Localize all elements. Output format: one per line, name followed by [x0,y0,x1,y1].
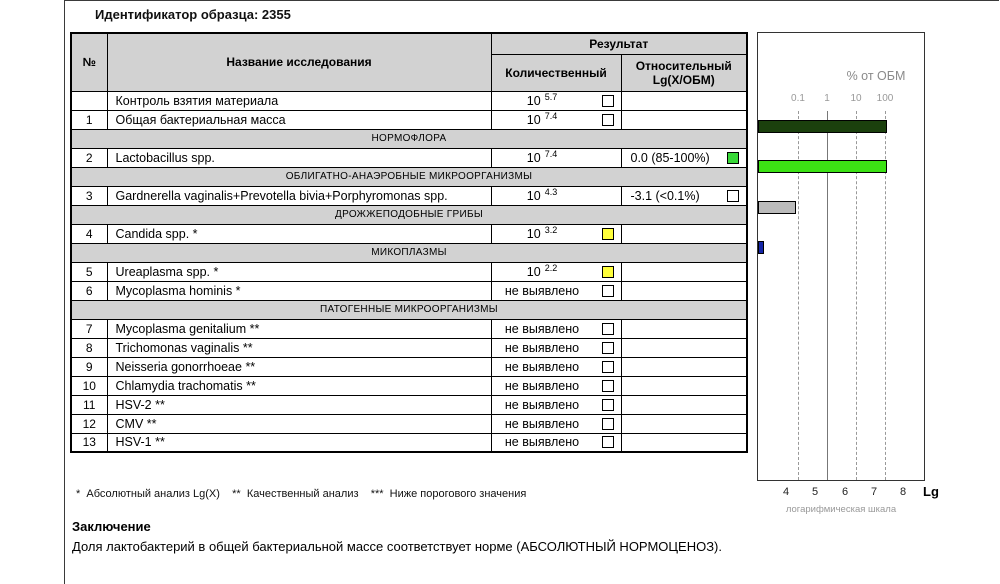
chart-bottom-tick-label: 8 [899,486,907,498]
chart-bottom-tick-label: 6 [841,486,849,498]
relative-result-cell [621,91,747,110]
quantitative-result-cell [491,262,621,281]
relative-result-cell [621,338,747,357]
test-name: Chlamydia trachomatis ** [107,376,491,395]
test-name: HSV-1 ** [107,433,491,452]
test-name: Gardnerella vaginalis+Prevotella bivia+Porphyromonas spp. [107,186,491,205]
result-row [71,186,747,205]
row-number: 9 [71,357,107,376]
result-checkbox [602,342,614,354]
col-header-number: № [71,33,107,91]
relative-result-cell [621,186,747,205]
chart-top-tick-label: 1 [824,93,830,104]
result-row [71,281,747,300]
quantitative-value: не выявлено [504,416,580,431]
result-row [71,414,747,433]
test-name: Trichomonas vaginalis ** [107,338,491,357]
chart-top-tick-label: 100 [876,93,894,104]
result-row [71,338,747,357]
quantitative-value: 10 $^{7.4}$ [526,111,558,128]
quantitative-result-cell [491,281,621,300]
chart-percent-axis-title: % от ОБМ [846,69,906,83]
col-header-relative-line1: Относительный [635,58,732,73]
chart-bottom-tick-label: 5 [811,486,819,498]
section-label: НОРМОФЛОРА [71,129,747,148]
chart-top-tick-label: 0.1 [791,93,805,104]
relative-result-cell [621,395,747,414]
row-number: 8 [71,338,107,357]
relative-result-cell [621,110,747,129]
relative-result-cell [621,281,747,300]
result-row [71,148,747,167]
chart-bottom-axis [757,486,925,500]
chart-bottom-tick-label: 4 [782,486,790,498]
row-number: 1 [71,110,107,129]
result-row [71,91,747,110]
relative-result-cell [621,433,747,452]
chart-scale-caption: логарифмическая шкала [785,504,897,515]
result-row [71,262,747,281]
chart-top-tick-label: 10 [850,93,862,104]
quantitative-value: 10 $^{5.7}$ [526,92,558,109]
row-number: 6 [71,281,107,300]
row-number: 13 [71,433,107,452]
results-tbody [71,91,747,452]
relative-result-cell [621,224,747,243]
chart-bar [758,120,887,133]
row-number: 2 [71,148,107,167]
quantitative-result-cell [491,433,621,452]
conclusion-title: Заключение [72,519,151,534]
row-number: 4 [71,224,107,243]
result-row [71,433,747,452]
result-checkbox [727,152,739,164]
chart-bar [758,241,764,254]
section-label: МИКОПЛАЗМЫ [71,243,747,262]
quantitative-result-cell [491,319,621,338]
test-name: Ureaplasma spp. * [107,262,491,281]
header-row-1 [71,33,747,54]
result-row [71,319,747,338]
relative-result-cell [621,262,747,281]
quantitative-result-cell [491,376,621,395]
result-checkbox [727,190,739,202]
test-name: Общая бактериальная масса [107,110,491,129]
quantitative-value: не выявлено [504,435,580,450]
result-checkbox [602,436,614,448]
section-row [71,243,747,262]
quantitative-value: не выявлено [504,359,580,374]
quantitative-result-cell [491,357,621,376]
quantitative-value: не выявлено [504,397,580,412]
quantitative-value: 10 $^{2.2}$ [526,263,558,280]
chart-frame [757,32,925,481]
results-table [70,32,748,453]
section-label: ПАТОГЕННЫЕ МИКРООРГАНИЗМЫ [71,300,747,319]
quantitative-result-cell [491,186,621,205]
quantitative-result-cell [491,395,621,414]
quantitative-result-cell [491,414,621,433]
chart-panel [757,32,957,544]
result-checkbox [602,266,614,278]
col-header-relative [621,54,747,91]
relative-result-cell [621,148,747,167]
quantitative-result-cell [491,224,621,243]
result-row [71,110,747,129]
relative-result-cell [621,357,747,376]
test-name: Lactobacillus spp. [107,148,491,167]
relative-value: -3.1 (<0.1%) [630,188,700,203]
quantitative-result-cell [491,91,621,110]
result-row [71,357,747,376]
result-checkbox [602,323,614,335]
quantitative-result-cell [491,148,621,167]
relative-result-cell [621,414,747,433]
quantitative-result-cell [491,110,621,129]
test-name: Контроль взятия материала [107,91,491,110]
section-row [71,205,747,224]
result-row [71,376,747,395]
result-checkbox [602,114,614,126]
sample-id-label: Идентификатор образца: 2355 [95,7,291,22]
result-checkbox [602,285,614,297]
row-number: 7 [71,319,107,338]
result-checkbox [602,228,614,240]
section-row [71,300,747,319]
row-number: 3 [71,186,107,205]
col-header-test-name: Название исследования [107,33,491,91]
section-label: ОБЛИГАТНО-АНАЭРОБНЫЕ МИКРООРГАНИЗМЫ [71,167,747,186]
quantitative-value: не выявлено [504,283,580,298]
relative-value: 0.0 (85-100%) [630,150,710,165]
chart-bar [758,160,887,173]
col-header-result: Результат [491,33,747,54]
test-name: Candida spp. * [107,224,491,243]
quantitative-result-cell [491,338,621,357]
result-checkbox [602,399,614,411]
quantitative-value: 10 $^{3.2}$ [526,225,558,242]
quantitative-value: 10 $^{4.3}$ [526,187,558,204]
test-name: Mycoplasma genitalium ** [107,319,491,338]
result-checkbox [602,380,614,392]
col-header-quantitative: Количественный [491,54,621,91]
col-header-relative-line2: Lg(X/ОБМ) [652,72,715,87]
relative-result-cell [621,376,747,395]
result-checkbox [602,361,614,373]
result-row [71,395,747,414]
chart-lg-axis-label: Lg [923,484,939,499]
chart-bar [758,201,796,214]
conclusion-text: Доля лактобактерий в общей бактериальной массе соответствует норме (АБСОЛЮТНЫЙ НОРМОЦЕНОЗ). [72,539,722,554]
section-label: ДРОЖЖЕПОДОБНЫЕ ГРИБЫ [71,205,747,224]
row-number [71,91,107,110]
row-number: 10 [71,376,107,395]
footnote: * Абсолютный анализ Lg(X) ** Качественный анализ *** Ниже порогового значения [76,488,527,500]
row-number: 11 [71,395,107,414]
test-name: Mycoplasma hominis * [107,281,491,300]
quantitative-value: 10 $^{7.4}$ [526,149,558,166]
quantitative-value: не выявлено [504,321,580,336]
row-number: 12 [71,414,107,433]
chart-bottom-tick-label: 7 [870,486,878,498]
result-checkbox [602,418,614,430]
test-name: CMV ** [107,414,491,433]
result-checkbox [602,95,614,107]
relative-result-cell [621,319,747,338]
quantitative-value: не выявлено [504,378,580,393]
section-row [71,129,747,148]
section-row [71,167,747,186]
test-name: HSV-2 ** [107,395,491,414]
quantitative-value: не выявлено [504,340,580,355]
row-number: 5 [71,262,107,281]
test-name: Neisseria gonorrhoeae ** [107,357,491,376]
result-row [71,224,747,243]
